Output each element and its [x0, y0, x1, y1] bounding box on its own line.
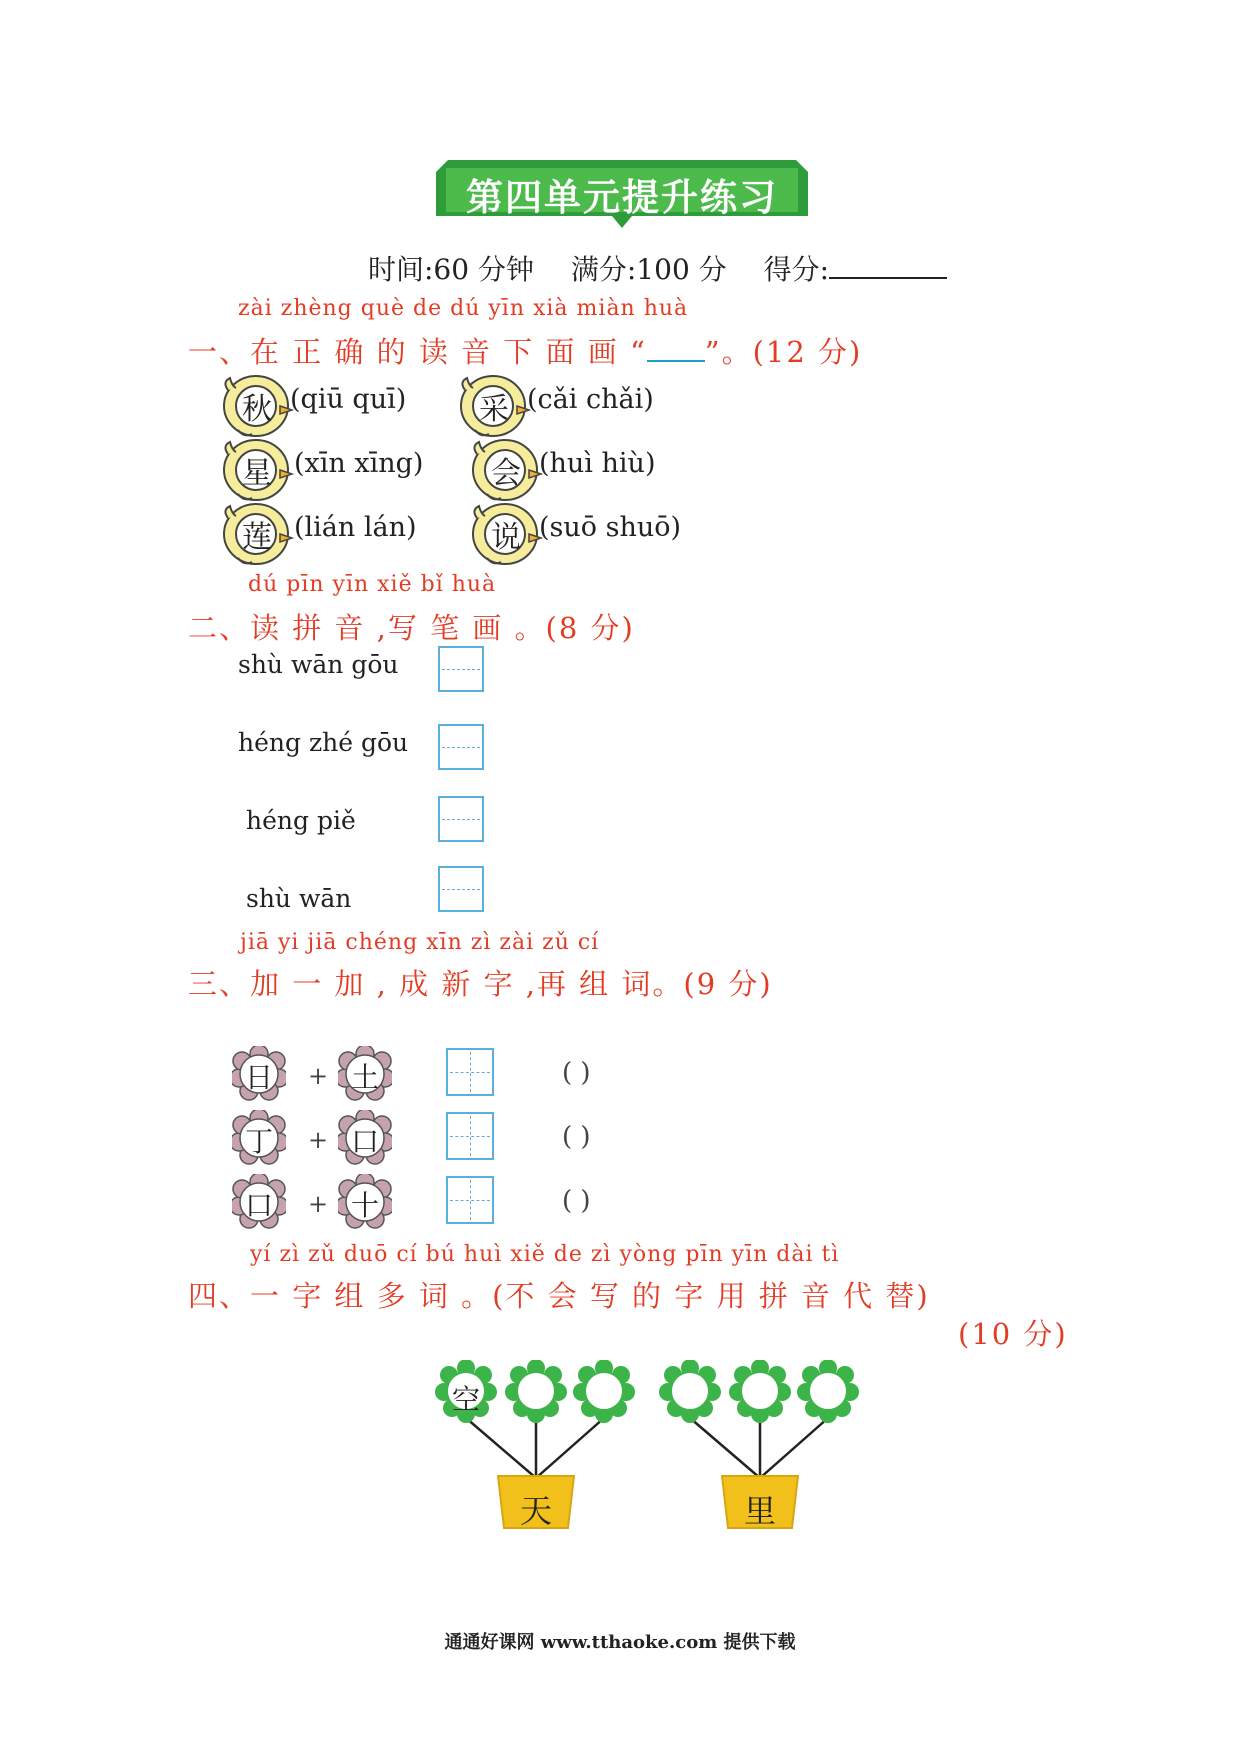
underline-sample	[647, 338, 705, 362]
s2-heading: 二、读 拼 音 ,写 笔 画 。(8 分)	[188, 611, 635, 645]
stroke-answer-box[interactable]	[438, 866, 484, 912]
q1-options[interactable]: (lián lán)	[294, 512, 417, 543]
q1-char: 星	[242, 456, 272, 491]
q1-char: 莲	[242, 520, 272, 555]
plus-sign: +	[308, 1126, 329, 1154]
plus-sign: +	[308, 1190, 329, 1218]
q1-options[interactable]: (xīn xīng)	[294, 448, 424, 479]
answer-char[interactable]: 空	[451, 1383, 480, 1416]
q1-options[interactable]: (qiū quī)	[290, 384, 407, 415]
part-b: 土	[350, 1061, 379, 1094]
word-blank[interactable]: ( )	[562, 1058, 591, 1088]
part-a: 口	[244, 1189, 273, 1222]
s1-pinyin: zài zhèng què de dú yīn xià miàn huà	[238, 296, 689, 321]
footer-source[interactable]: 通通好课网 www.tthaoke.com 提供下载	[444, 1632, 796, 1653]
part-b: 口	[350, 1125, 379, 1158]
time-limit: 时间:60 分钟	[368, 253, 534, 286]
s1-heading	[188, 330, 862, 371]
new-char-box[interactable]	[446, 1048, 494, 1096]
part-a: 日	[244, 1061, 273, 1094]
s4-pinyin: yí zì zǔ duō cí bú huì xiě de zì yòng pīn yīn dài tì	[250, 1242, 840, 1267]
s3-pinyin: jiā yi jiā chéng xīn zì zài zǔ cí	[240, 930, 600, 955]
stroke-answer-box[interactable]	[438, 646, 484, 692]
s3-heading: 三、加 一 加 , 成 新 字 ,再 组 词。(9 分)	[188, 967, 773, 1001]
stroke-label: héng zhé gōu	[238, 728, 409, 757]
q1-char: 采	[479, 392, 509, 427]
stroke-label: héng piě	[246, 806, 356, 835]
pot-char: 天	[519, 1492, 552, 1530]
stroke-answer-box[interactable]	[438, 796, 484, 842]
s4-heading: 四、一 字 组 多 词 。(不 会 写 的 字 用 拼 音 代 替)	[188, 1279, 930, 1313]
s4-points: (10 分)	[958, 1317, 1068, 1351]
q1-char: 会	[491, 456, 521, 491]
stroke-label: shù wān gōu	[238, 650, 399, 679]
full-score: 满分:100 分	[570, 253, 727, 286]
part-b: 十	[350, 1189, 379, 1222]
stroke-answer-box[interactable]	[438, 724, 484, 770]
word-blank[interactable]: ( )	[562, 1122, 591, 1152]
q1-options[interactable]: (cǎi chǎi)	[527, 384, 654, 415]
page-title: 第四单元提升练习	[466, 176, 778, 219]
score-blank	[829, 251, 947, 279]
new-char-box[interactable]	[446, 1176, 494, 1224]
part-a: 丁	[244, 1125, 273, 1158]
word-blank[interactable]: ( )	[562, 1186, 591, 1216]
plus-sign: +	[308, 1062, 329, 1090]
q1-options[interactable]: (suō shuō)	[539, 512, 682, 543]
stroke-label: shù wān	[246, 884, 352, 913]
new-char-box[interactable]	[446, 1112, 494, 1160]
exam-meta	[368, 248, 975, 288]
s1-heading-text: 一、在 正 确 的 读 音 下 面 画 “	[188, 335, 647, 369]
q1-char: 秋	[242, 392, 272, 427]
pot-char: 里	[743, 1492, 776, 1530]
s2-pinyin: dú pīn yīn xiě bǐ huà	[248, 572, 497, 597]
q1-options[interactable]: (huì hiù)	[539, 448, 656, 479]
q1-char: 说	[491, 520, 521, 555]
score-label: 得分:	[763, 253, 829, 286]
s1-heading-points: ”。(12 分)	[704, 335, 863, 369]
